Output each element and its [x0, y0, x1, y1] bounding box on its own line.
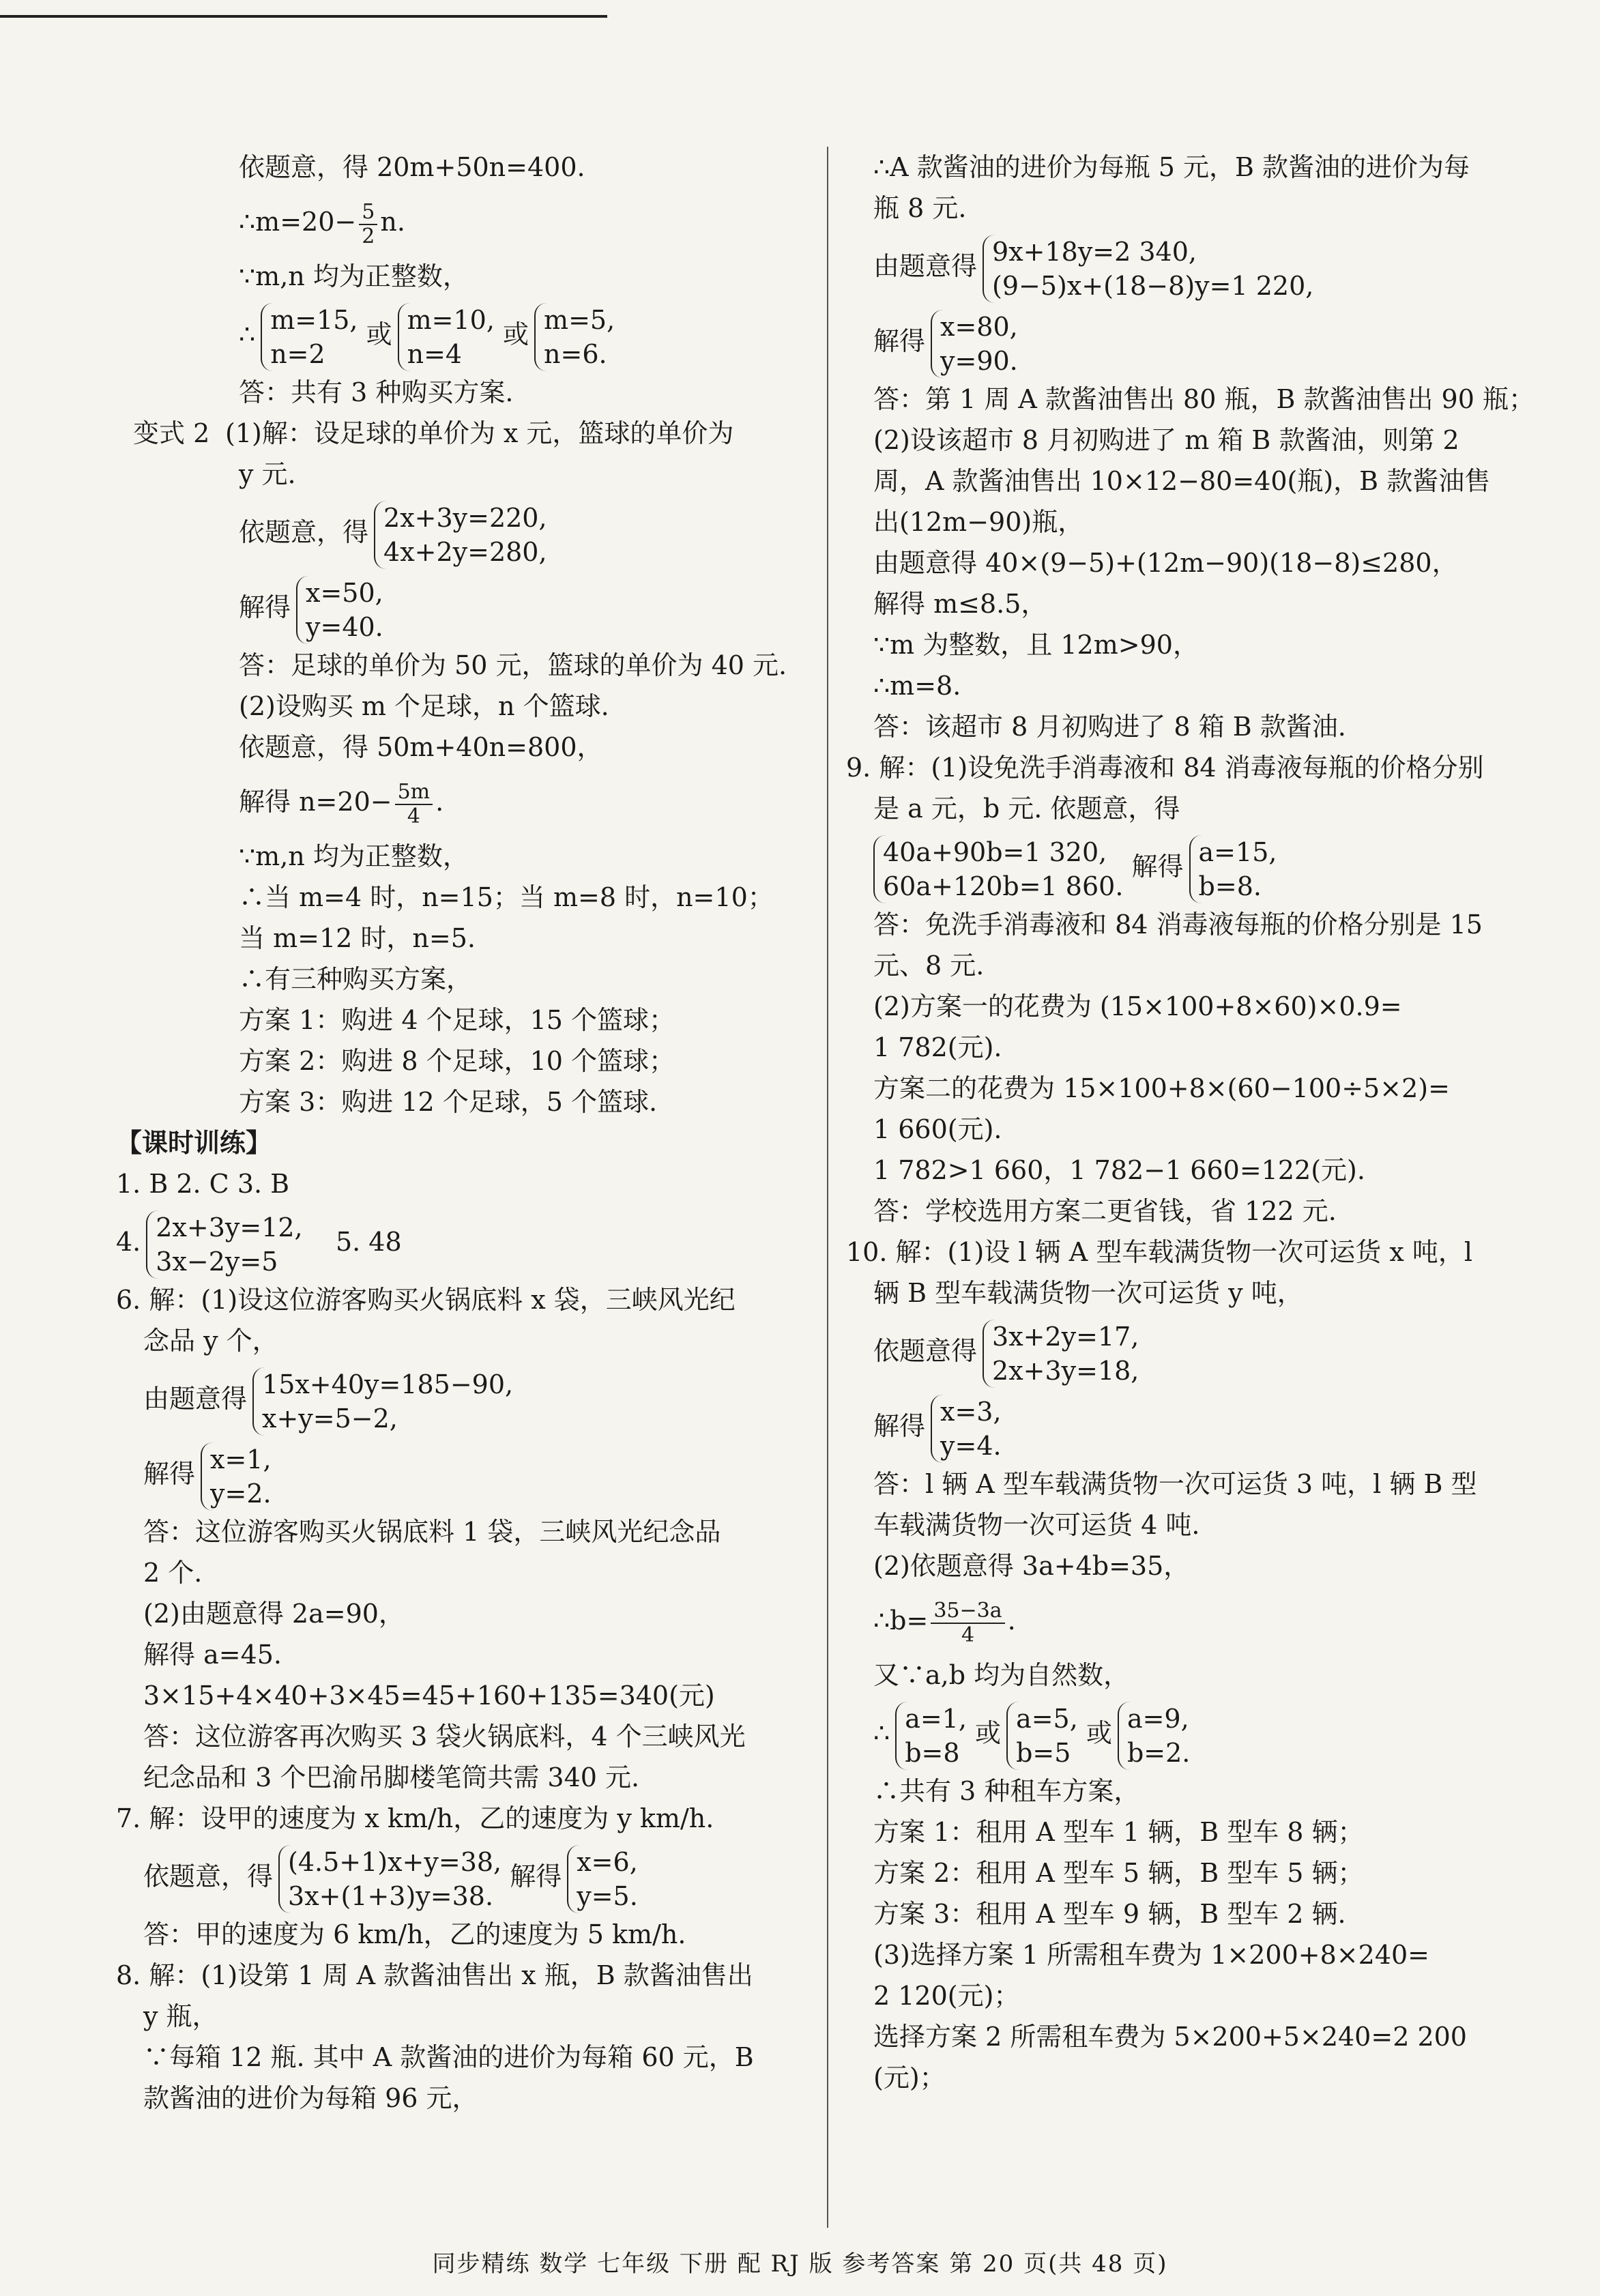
text-line: 念品 y 个，	[143, 1326, 278, 1356]
equation: 3x+2y=17,	[992, 1321, 1139, 1352]
text-fragment: 由题意得	[873, 251, 978, 281]
equation: x=1,	[210, 1444, 272, 1474]
fraction-denominator: 2	[362, 224, 375, 248]
text-line: 1 660(元).	[873, 1114, 1002, 1144]
equation: n=4	[407, 338, 463, 369]
equation-system	[983, 235, 1313, 303]
text-line: 依题意，得 50m+40n=800，	[239, 732, 603, 762]
question-number: 4.	[116, 1227, 141, 1257]
text-line: ∵m,n 均为正整数，	[239, 841, 469, 871]
equation-system-line	[116, 495, 798, 570]
equation: 3x+(1+3)y=38.	[288, 1880, 494, 1911]
fraction-denominator: 4	[407, 804, 420, 828]
text-fragment: 依题意，得	[143, 1861, 274, 1891]
text-fragment: n.	[380, 207, 405, 237]
text-line: 方案 1：购进 4 个足球，15 个篮球；	[239, 1005, 675, 1035]
fraction	[395, 781, 433, 828]
text-line: 方案 2：租用 A 型车 5 辆，B 型车 5 辆；	[873, 1858, 1364, 1888]
equation-system	[398, 303, 495, 371]
text-line: 答：甲的速度为 6 km/h，乙的速度为 5 km/h.	[143, 1919, 686, 1949]
equation-system-line	[116, 1436, 798, 1511]
equation-system-line	[116, 1204, 798, 1279]
variant-label: 变式 2	[133, 418, 210, 448]
text-line: (2)设该超市 8 月初购进了 m 箱 B 款酱油，则第 2	[873, 425, 1459, 455]
equation-system	[278, 1845, 501, 1913]
equation: x=3,	[940, 1396, 1002, 1427]
equation: y=90.	[940, 345, 1018, 376]
equation-system	[252, 1367, 513, 1436]
equation: 2x+3y=12,	[156, 1212, 303, 1243]
text-fragment: 解得	[143, 1459, 196, 1489]
text-line	[116, 768, 798, 836]
equation-system	[1006, 1702, 1078, 1770]
text-line: ∴A 款酱油的进价为每瓶 5 元，B 款酱油的进价为每	[873, 152, 1470, 182]
equation: 40a+90b=1 320,	[883, 837, 1107, 867]
left-column	[116, 147, 798, 2119]
equation-system	[261, 303, 358, 371]
equation-system	[931, 1395, 1002, 1463]
text-line: ∴共有 3 种租车方案，	[873, 1776, 1140, 1806]
equation-system	[1189, 835, 1277, 903]
equation-system	[201, 1442, 272, 1511]
fraction-numerator: 5	[359, 201, 377, 225]
text-line: 9. 解：(1)设免洗手消毒液和 84 消毒液每瓶的价格分别	[846, 753, 1484, 783]
equation-system	[931, 310, 1018, 378]
equation: 2x+3y=18,	[992, 1355, 1139, 1386]
text-line: 答：该超市 8 月初购进了 8 箱 B 款酱油.	[873, 712, 1346, 742]
text-fragment: ∴	[873, 1718, 890, 1748]
text-line: 答：第 1 周 A 款酱油售出 80 瓶，B 款酱油售出 90 瓶；	[873, 384, 1534, 414]
equation: a=1,	[905, 1703, 967, 1734]
equation-system-line	[873, 229, 1556, 304]
text-fragment: 或	[503, 319, 529, 349]
text-line: ∴当 m=4 时，n=15；当 m=8 时，n=10；	[239, 882, 774, 912]
equation-system-line	[116, 297, 798, 372]
equation: 3x−2y=5	[156, 1246, 278, 1277]
text-line: (2)设购买 m 个足球，n 个篮球.	[239, 691, 609, 721]
equation-system-line	[873, 829, 1556, 904]
equation: x+y=5−2,	[262, 1403, 398, 1434]
text-line: 瓶 8 元.	[873, 193, 967, 223]
fraction-numerator: 5m	[395, 781, 433, 805]
text-line: 方案 3：租用 A 型车 9 辆，B 型车 2 辆.	[873, 1899, 1346, 1929]
text-line: 车载满货物一次可运货 4 吨.	[873, 1510, 1200, 1540]
text-line: 答：共有 3 种购买方案.	[239, 377, 514, 407]
text-line: 解得 m≤8.5，	[873, 589, 1047, 619]
text-line: 方案 2：购进 8 个足球，10 个篮球；	[239, 1046, 675, 1076]
answer-text: 5. 48	[335, 1227, 402, 1257]
equation: m=10,	[407, 304, 495, 335]
fraction-numerator: 35−3a	[931, 1599, 1004, 1624]
text-line: 纪念品和 3 个巴渝吊脚楼笔筒共需 340 元.	[143, 1762, 640, 1792]
text-line: ∴有三种购买方案，	[239, 964, 473, 994]
text-line: ∵每箱 12 瓶. 其中 A 款酱油的进价为每箱 60 元，B	[143, 2042, 754, 2072]
equation: b=2.	[1126, 1737, 1191, 1768]
equation: x=50,	[306, 577, 383, 608]
right-column	[846, 147, 1556, 2098]
text-line: 周，A 款酱油售出 10×12−80=40(瓶)，B 款酱油售	[873, 466, 1491, 496]
text-fragment: 解得	[1131, 852, 1184, 882]
equation: y=2.	[210, 1478, 272, 1509]
text-line: (2)依题意得 3a+4b=35，	[873, 1551, 1190, 1581]
equation: m=15,	[270, 304, 358, 335]
equation-system	[1118, 1702, 1190, 1770]
text-line: 方案 3：购进 12 个足球，5 个篮球.	[239, 1087, 658, 1117]
text-line: 方案二的花费为 15×100+8×(60−100÷5×2)=	[873, 1073, 1450, 1103]
equation: m=5,	[544, 304, 615, 335]
text-line	[116, 413, 798, 454]
column-divider	[827, 147, 828, 2228]
text-line: 7. 解：设甲的速度为 x km/h，乙的速度为 y km/h.	[116, 1803, 714, 1833]
equation-system-line	[873, 304, 1556, 379]
equation: 60a+120b=1 860.	[883, 871, 1124, 901]
equation-system-line	[873, 1389, 1556, 1464]
text-line: 3×15+4×40+3×45=45+160+135=340(元)	[143, 1681, 715, 1711]
text-fragment: 解得	[239, 592, 291, 622]
equation: (9−5)x+(18−8)y=1 220,	[992, 270, 1314, 301]
text-line: 选择方案 2 所需租车费为 5×200+5×240=2 200	[873, 2022, 1467, 2052]
text-line: (3)选择方案 1 所需租车费为 1×200+8×240=	[873, 1940, 1430, 1970]
equation-system-line	[116, 1839, 798, 1914]
text-line: 是 a 元，b 元. 依题意，得	[873, 794, 1180, 824]
text-fragment: 或	[975, 1718, 1002, 1748]
equation: b=8	[905, 1737, 960, 1768]
top-rule	[0, 15, 607, 18]
text-line: 方案 1：租用 A 型车 1 辆，B 型车 8 辆；	[873, 1817, 1364, 1847]
text-line: (2)由题意得 2a=90，	[143, 1599, 405, 1629]
equation-system	[296, 576, 383, 644]
text-line: 2 120(元)；	[873, 1981, 1020, 2011]
equation: a=5,	[1016, 1703, 1078, 1734]
text-line	[873, 1586, 1556, 1655]
text-line: ∵m,n 均为正整数，	[239, 261, 469, 291]
text-line: 依题意，得 20m+50n=400.	[239, 152, 585, 182]
text-fragment: (1)解：设足球的单价为 x 元，篮球的单价为	[225, 418, 734, 448]
equation-system	[374, 501, 547, 569]
equation: a=15,	[1198, 837, 1277, 867]
text-line: 1 782>1 660，1 782−1 660=122(元).	[873, 1155, 1365, 1185]
text-line: 答：这位游客购买火锅底料 1 袋，三峡风光纪念品	[143, 1517, 721, 1547]
text-fragment: ∴b=	[873, 1605, 929, 1636]
equation: x=80,	[940, 311, 1018, 342]
text-line: 6. 解：(1)设这位游客购买火锅底料 x 袋，三峡风光纪	[116, 1285, 736, 1315]
equation: b=5	[1016, 1737, 1071, 1768]
equation: n=2	[270, 338, 325, 369]
text-line: y 元.	[239, 459, 296, 489]
text-line: (元)；	[873, 2063, 946, 2093]
text-fragment: 依题意得	[873, 1336, 978, 1366]
equation: y=5.	[577, 1880, 638, 1911]
fraction-denominator: 4	[961, 1623, 975, 1647]
page-footer: 同步精练 数学 七年级 下册 配 RJ 版 参考答案 第 20 页(共 48 页)	[432, 2250, 1168, 2278]
text-line: 答：足球的单价为 50 元，篮球的单价为 40 元.	[239, 650, 787, 680]
text-fragment: 或	[366, 319, 392, 349]
text-line: 答：这位游客再次购买 3 袋火锅底料，4 个三峡风光	[143, 1721, 746, 1752]
equation-system	[146, 1210, 302, 1279]
equation: n=6.	[544, 338, 607, 369]
equation-system-line	[116, 1361, 798, 1436]
answer-line: 1. B 2. C 3. B	[116, 1169, 290, 1199]
text-line: 2 个.	[143, 1558, 203, 1588]
equation: 4x+2y=280,	[383, 536, 547, 567]
equation: x=6,	[577, 1846, 638, 1877]
text-line: 1 782(元).	[873, 1032, 1002, 1062]
text-line: 答：学校选用方案二更省钱，省 122 元.	[873, 1196, 1337, 1226]
equation: y=4.	[940, 1430, 1002, 1461]
text-fragment: ∴	[239, 319, 256, 349]
equation: y=40.	[306, 611, 383, 642]
text-line	[116, 188, 798, 256]
equation-system	[534, 303, 615, 371]
section-heading: 【课时训练】	[116, 1128, 272, 1158]
text-line: y 瓶，	[143, 2001, 218, 2031]
text-line: ∵m 为整数，且 12m>90，	[873, 630, 1199, 660]
text-line: 辆 B 型车载满货物一次可运货 y 吨，	[873, 1278, 1303, 1308]
text-line: 8. 解：(1)设第 1 周 A 款酱油售出 x 瓶，B 款酱油售出	[116, 1960, 753, 1990]
text-line: 当 m=12 时，n=5.	[239, 923, 476, 953]
equation-system	[983, 1320, 1139, 1388]
text-fragment: 依题意，得	[239, 517, 369, 547]
text-line: 10. 解：(1)设 l 辆 A 型车载满货物一次可运货 x 吨，l	[846, 1237, 1472, 1267]
text-line: 款酱油的进价为每箱 96 元，	[143, 2083, 478, 2113]
fraction	[931, 1599, 1004, 1647]
equation-system-line	[873, 1696, 1556, 1771]
text-fragment: 解得	[873, 1411, 926, 1441]
text-line: 由题意得 40×(9−5)+(12m−90)(18−8)≤280，	[873, 548, 1458, 578]
text-fragment: 解得	[510, 1861, 562, 1891]
text-line: 元、8 元.	[873, 950, 985, 980]
text-fragment: 或	[1086, 1718, 1112, 1748]
text-fragment: .	[435, 787, 444, 817]
text-line: 解得 a=45.	[143, 1640, 282, 1670]
equation-system	[873, 835, 1123, 903]
text-line: 又∵a,b 均为自然数，	[873, 1660, 1130, 1690]
equation: 9x+18y=2 340,	[992, 236, 1197, 267]
text-line: 出(12m−90)瓶，	[873, 507, 1084, 537]
equation-system	[567, 1845, 638, 1913]
text-fragment: 解得 n=20−	[239, 787, 392, 817]
text-fragment: 由题意得	[143, 1384, 248, 1414]
text-fragment: .	[1007, 1605, 1016, 1636]
text-line: 答：免洗手消毒液和 84 消毒液每瓶的价格分别是 15	[873, 910, 1483, 940]
equation: (4.5+1)x+y=38,	[288, 1846, 502, 1877]
text-line: (2)方案一的花费为 (15×100+8×60)×0.9=	[873, 991, 1402, 1021]
equation: a=9,	[1126, 1703, 1189, 1734]
text-line: 答：l 辆 A 型车载满货物一次可运货 3 吨，l 辆 B 型	[873, 1469, 1477, 1499]
equation-system	[895, 1702, 967, 1770]
equation: 2x+3y=220,	[383, 502, 547, 533]
equation: b=8.	[1198, 871, 1262, 901]
text-line: ∴m=8.	[873, 671, 961, 701]
equation: 15x+40y=185−90,	[262, 1369, 514, 1399]
fraction	[359, 201, 377, 248]
text-fragment: 解得	[873, 326, 926, 356]
text-fragment: ∴m=20−	[239, 207, 357, 237]
equation-system-line	[873, 1313, 1556, 1389]
equation-system-line	[116, 570, 798, 645]
